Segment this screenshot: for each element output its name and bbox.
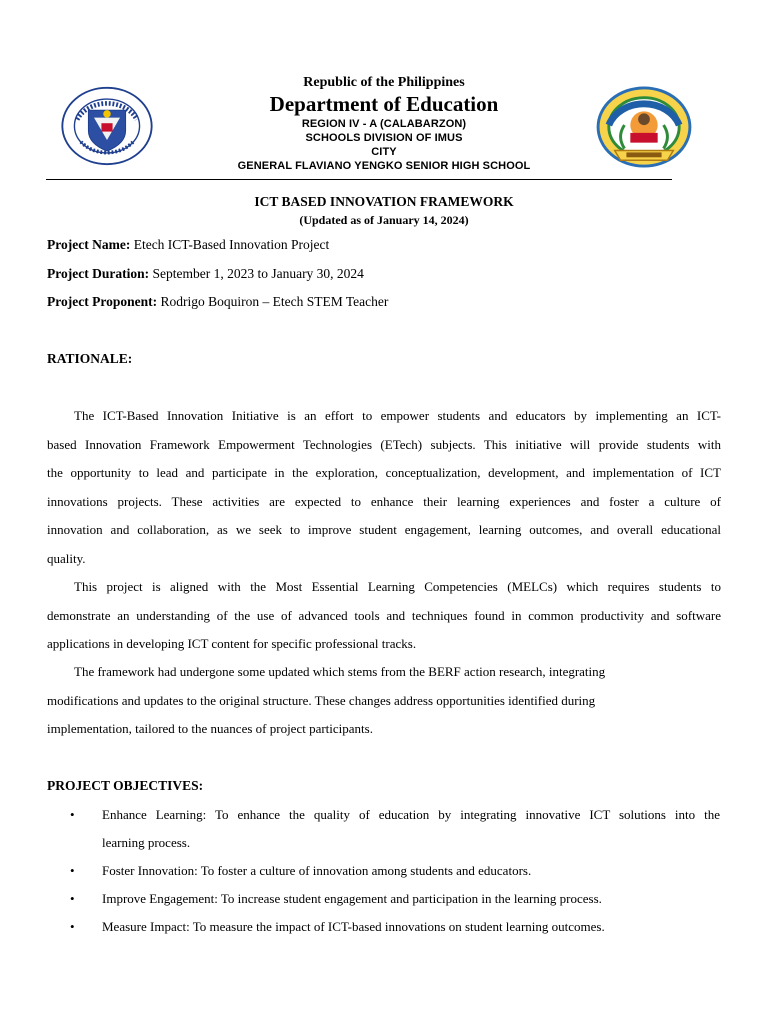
paragraph-line: implementation, tailored to the nuances of project participants. — [47, 721, 373, 736]
objective-text: learning process. — [102, 835, 191, 850]
objective-text: Measure Impact: To measure the impact of ICT-based innovations on student learning outcomes. — [102, 919, 605, 934]
rationale-paragraph-2 — [47, 573, 721, 659]
list-item — [70, 913, 720, 941]
paragraph-line: quality. — [47, 550, 86, 566]
project-duration-value: September 1, 2023 to January 30, 2024 — [149, 266, 364, 281]
paragraph-line: This project is aligned with the Most Essential Learning Competencies (MELCs) which requires students to — [74, 579, 721, 594]
paragraph-line: modifications and updates to the original structure. These changes address opportunities identified during — [47, 692, 596, 708]
school-heading: GENERAL FLAVIANO YENGKO SENIOR HIGH SCHOOL — [237, 160, 531, 172]
project-proponent-field — [47, 294, 388, 310]
header-divider — [46, 179, 672, 180]
project-name-field — [47, 237, 329, 253]
bullet-icon: • — [70, 891, 75, 906]
project-name-value: Etech ICT-Based Innovation Project — [130, 237, 330, 252]
rationale-paragraph-3 — [47, 658, 721, 744]
division-heading: SCHOOLS DIVISION OF IMUS — [305, 132, 463, 144]
objective-text: Foster Innovation: To foster a culture of innovation among students and educators. — [102, 863, 532, 878]
region-heading: REGION IV - A (CALABARZON) — [301, 118, 467, 130]
objective-text: Improve Engagement: To increase student engagement and participation in the learning process. — [102, 891, 602, 906]
paragraph-line: innovations projects. These activities are expected to enhance their learning experiences and foster a culture of — [47, 493, 721, 509]
list-item — [70, 857, 720, 885]
list-item — [70, 801, 720, 857]
paragraph-line: the opportunity to lead and participate in the exploration, conceptualization, development, and implementation of ICT — [47, 465, 721, 480]
project-duration-label: Project Duration: — [47, 266, 150, 281]
department-heading: Department of Education — [269, 92, 499, 116]
paragraph-line: The framework had undergone some updated which stems from the BERF action research, integrating — [74, 664, 606, 679]
project-proponent-label: Project Proponent: — [47, 294, 158, 309]
bullet-icon: • — [70, 807, 75, 822]
objectives-list — [70, 801, 720, 941]
paragraph-line: based Innovation Framework Empowerment Technologies (ETech) subjects. This initiative will provide students with — [47, 436, 721, 452]
paragraph-line: innovation and collaboration, as we seek to improve student engagement, learning outcomes, and overall educational — [47, 522, 721, 537]
objective-text: Enhance Learning: To enhance the quality of education by integrating innovative ICT solutions into the — [102, 807, 720, 822]
paragraph-line: demonstrate an understanding of the use of advanced tools and techniques found in common productivity and software — [47, 607, 721, 623]
paragraph-line: applications in developing ICT content for specific professional tracks. — [47, 636, 417, 651]
republic-heading: Republic of the Philippines — [303, 75, 465, 90]
rationale-heading: RATIONALE: — [47, 351, 133, 366]
rationale-paragraph-1 — [47, 402, 721, 573]
project-name-label: Project Name: — [47, 237, 131, 252]
project-proponent-value: Rodrigo Boquiron – Etech STEM Teacher — [157, 294, 389, 309]
objectives-heading: PROJECT OBJECTIVES: — [47, 778, 204, 793]
document-subtitle: (Updated as of January 14, 2024) — [299, 213, 469, 227]
list-item — [70, 885, 720, 913]
project-duration-field — [47, 266, 364, 282]
city-heading: CITY — [371, 146, 397, 158]
bullet-icon: • — [70, 863, 75, 878]
document-title: ICT BASED INNOVATION FRAMEWORK — [254, 194, 514, 209]
paragraph-line: The ICT-Based Innovation Initiative is an effort to empower students and educators by implementing an ICT- — [74, 408, 721, 423]
bullet-icon: • — [70, 919, 75, 934]
